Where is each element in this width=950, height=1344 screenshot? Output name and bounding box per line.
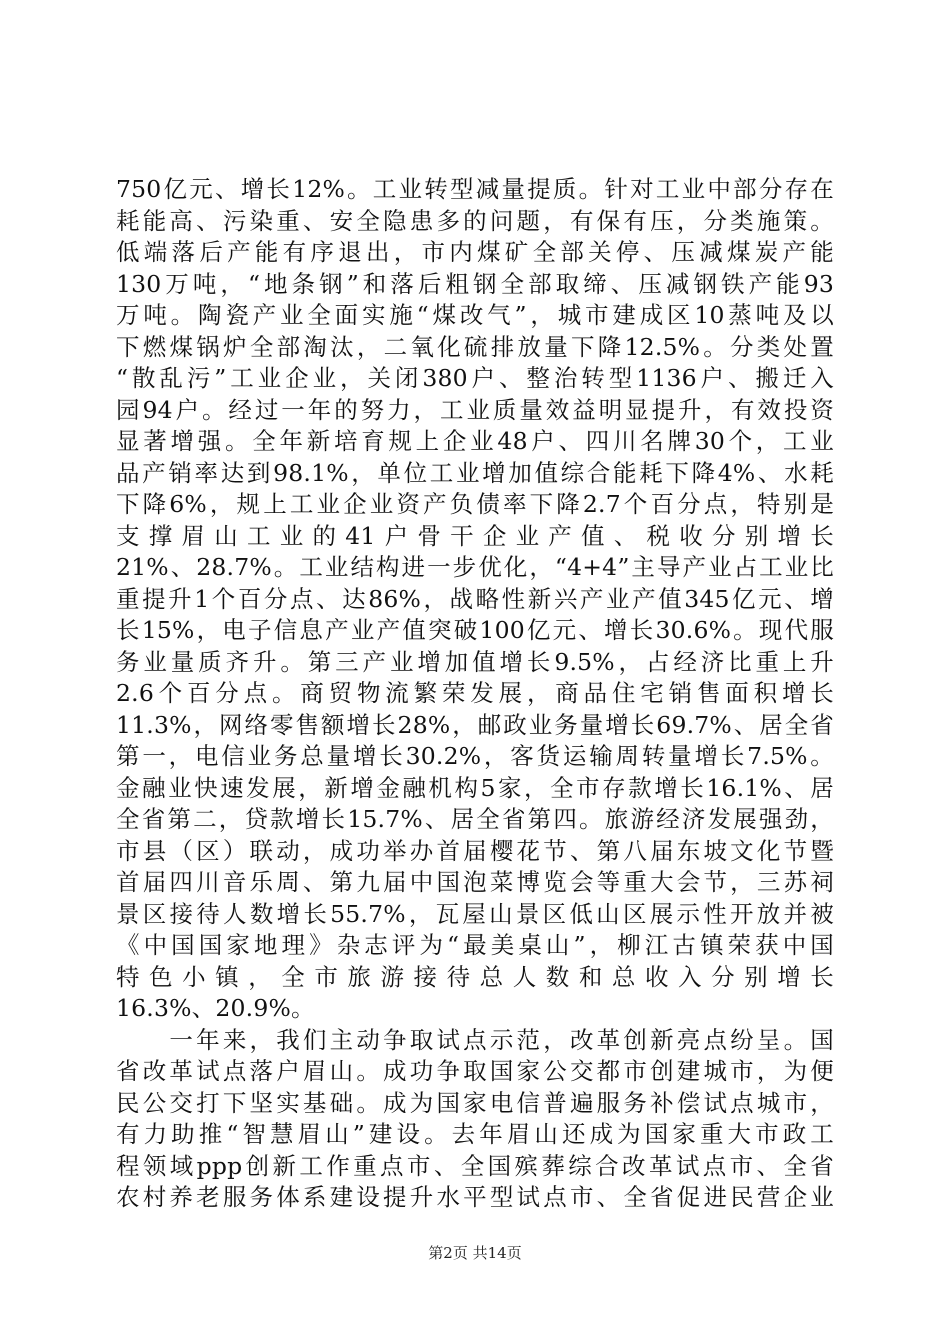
text-line: 特色小镇，全市旅游接待总人数和总收入分别增长 (116, 962, 834, 991)
text-line: 《中国国家地理》杂志评为“最美桌山”，柳江古镇荣获中国 (116, 931, 834, 959)
text-line: 市县（区）联动，成功举办首届樱花节、第八届东坡文化节暨 (116, 836, 834, 865)
text-line: “散乱污”工业企业，关闭380户、整治转型1136户、搬迁入 (116, 364, 834, 392)
text-line: 下燃煤锅炉全部淘汰，二氧化硫排放量下降12.5%。分类处置 (116, 332, 834, 361)
text-line: 农村养老服务体系建设提升水平型试点市、全省促进民营企业 (116, 1183, 834, 1211)
text-line: 第一，电信业务总量增长30.2%，客货运输周转量增长7.5%。 (116, 742, 834, 770)
text-line: 务业量质齐升。第三产业增加值增长9.5%，占经济比重上升 (116, 647, 834, 676)
text-line: 省改革试点落户眉山。成功争取国家公交都市创建城市，为便 (116, 1057, 834, 1085)
text-line: 2.6个百分点。商贸物流繁荣发展，商品住宅销售面积增长 (116, 679, 834, 707)
text-line: 金融业快速发展，新增金融机构5家，全市存款增长16.1%、居 (116, 773, 834, 802)
text-line: 130万吨，“地条钢”和落后粗钢全部取缔、压减钢铁产能93 (116, 269, 834, 298)
text-line: 重提升1个百分点、达86%，战略性新兴产业产值345亿元、增 (116, 584, 834, 613)
page-footer: 第2页 共14页 (428, 1244, 522, 1262)
text-line: 民公交打下坚实基础。成为国家电信普遍服务补偿试点城市， (116, 1088, 834, 1117)
text-line: 首届四川音乐周、第九届中国泡菜博览会等重大会节，三苏祠 (116, 868, 834, 896)
text-line: 11.3%，网络零售额增长28%，邮政业务量增长69.7%、居全省 (116, 710, 834, 739)
text-line: 程领域ppp创新工作重点市、全国殡葬综合改革试点市、全省 (116, 1151, 834, 1180)
text-line: 万吨。陶瓷产业全面实施“煤改气”，城市建成区10蒸吨及以 (116, 301, 834, 329)
text-line: 景区接待人数增长55.7%，瓦屋山景区低山区展示性开放并被 (116, 899, 834, 928)
text-line: 长15%，电子信息产业产值突破100亿元、增长30.6%。现代服 (116, 616, 834, 644)
text-line: 750亿元、增长12%。工业转型减量提质。针对工业中部分存在 (116, 175, 834, 203)
text-line: 下降6%，规上工业企业资产负债率下降2.7个百分点，特别是 (116, 490, 834, 518)
text-line: 低端落后产能有序退出，市内煤矿全部关停、压减煤炭产能 (116, 238, 834, 266)
text-line: 品产销率达到98.1%，单位工业增加值综合能耗下降4%、水耗 (116, 458, 834, 487)
text-line: 耗能高、污染重、安全隐患多的问题，有保有压，分类施策。 (116, 206, 834, 235)
text-line: 21%、28.7%。工业结构进一步优化，“4+4”主导产业占工业比 (116, 553, 834, 581)
body-text (116, 174, 834, 1214)
text-line: 园94户。经过一年的努力，工业质量效益明显提升，有效投资 (116, 395, 834, 424)
text-line: 支撑眉山工业的41户骨干企业产值、税收分别增长 (116, 521, 834, 550)
text-line: 有力助推“智慧眉山”建设。去年眉山还成为国家重大市政工 (116, 1120, 834, 1148)
text-line: 16.3%、20.9%。 (116, 994, 315, 1022)
text-line: 全省第二，贷款增长15.7%、居全省第四。旅游经济发展强劲， (116, 805, 834, 833)
text-line: 显著增强。全年新培育规上企业48户、四川名牌30个，工业 (116, 427, 834, 455)
text-line: 一年来，我们主动争取试点示范，改革创新亮点纷呈。国 (116, 1025, 834, 1054)
